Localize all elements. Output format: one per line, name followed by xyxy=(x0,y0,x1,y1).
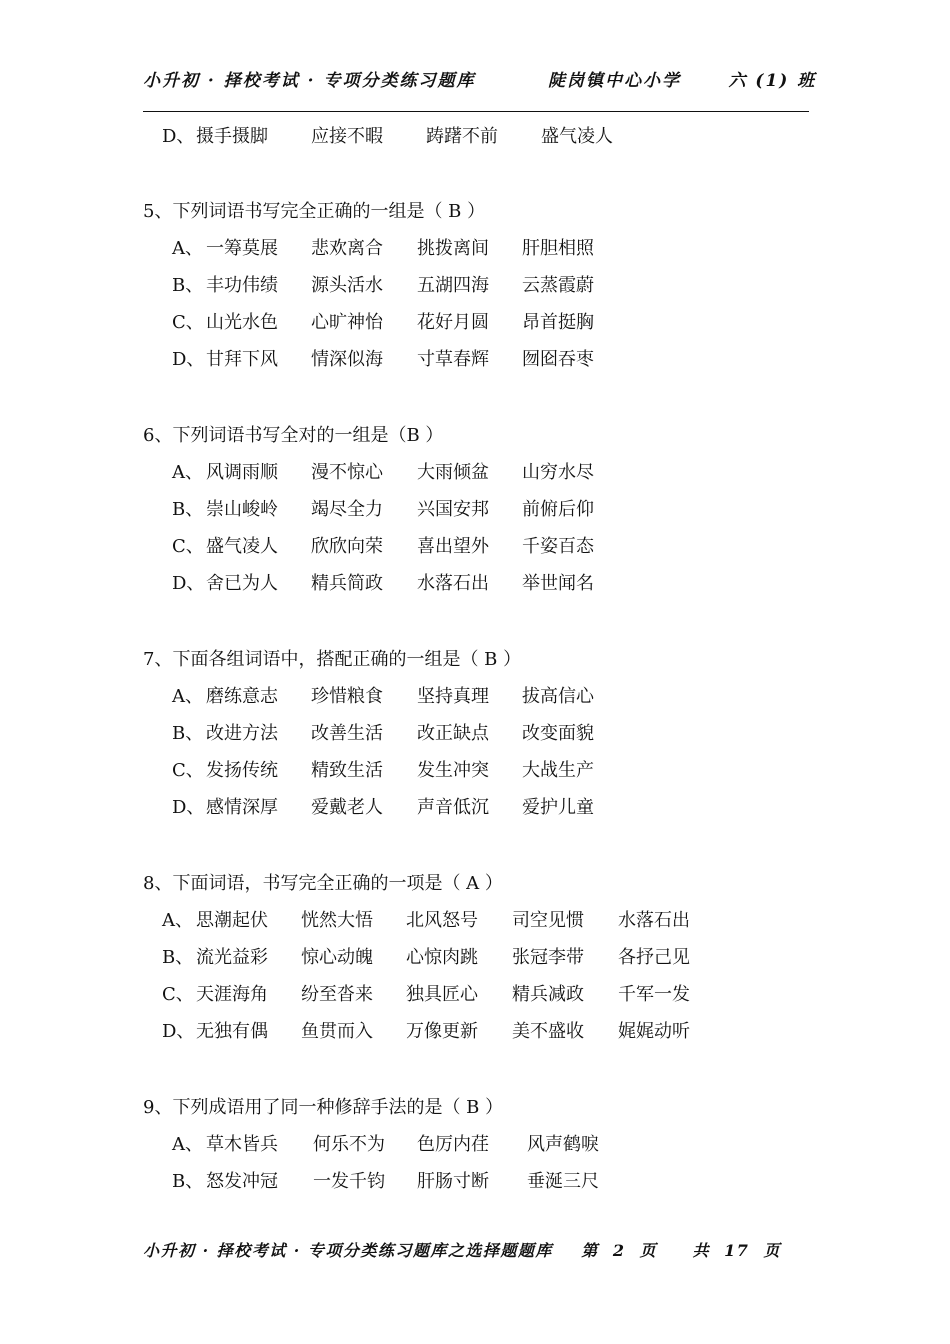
option-row-word: 水落石出 xyxy=(618,910,690,931)
carry-over-option-word: 盛气凌人 xyxy=(541,126,613,147)
option-row-label: A、 xyxy=(162,910,193,931)
option-row-word: 珍惜粮食 xyxy=(311,686,383,707)
option-row-word: 丰功伟绩 xyxy=(206,275,278,296)
option-row-word: 思潮起伏 xyxy=(196,910,268,931)
option-row-label: C、 xyxy=(162,984,194,1005)
option-row-word: 肝胆相照 xyxy=(522,238,594,259)
option-row-word: 千姿百态 xyxy=(522,536,594,557)
option-row-word: 精致生活 xyxy=(311,760,383,781)
option-row-word: 大战生产 xyxy=(522,760,594,781)
option-row-label: A、 xyxy=(172,686,203,707)
option-row-label: B、 xyxy=(172,499,204,520)
option-row-word: 风调雨顺 xyxy=(206,462,278,483)
option-row-word: 一筹莫展 xyxy=(206,238,278,259)
option-row-word: 改善生活 xyxy=(311,723,383,744)
option-row-word: 张冠李带 xyxy=(512,947,584,968)
option-row-label: D、 xyxy=(162,1021,195,1042)
option-row-word: 色厉内荏 xyxy=(417,1134,489,1155)
option-row-word: 崇山峻岭 xyxy=(206,499,278,520)
footer-title: 小升初 · 择校考试 · 专项分类练习题库之选择题题库 xyxy=(143,1241,553,1260)
page-footer xyxy=(143,1238,781,1261)
option-row-label: D、 xyxy=(172,349,205,370)
option-row-word: 鱼贯而入 xyxy=(301,1021,373,1042)
option-row-word: 水落石出 xyxy=(417,573,489,594)
option-row-word: 前俯后仰 xyxy=(522,499,594,520)
option-row-word: 纷至沓来 xyxy=(301,984,373,1005)
option-row-word: 独具匠心 xyxy=(406,984,478,1005)
option-row-word: 挑拨离间 xyxy=(417,238,489,259)
question-stem: 5、下列词语书写完全正确的一组是（ B ） xyxy=(143,201,486,222)
question-stem: 9、下列成语用了同一种修辞手法的是（ B ） xyxy=(143,1097,504,1118)
option-row-word: 肝肠寸断 xyxy=(417,1171,489,1192)
option-row-word: 大雨倾盆 xyxy=(417,462,489,483)
option-row-word: 坚持真理 xyxy=(417,686,489,707)
option-row-word: 甘拜下风 xyxy=(206,349,278,370)
option-row-label: C、 xyxy=(172,312,204,333)
option-row-label: B、 xyxy=(162,947,194,968)
option-row-word: 无独有偶 xyxy=(196,1021,268,1042)
option-row-label: B、 xyxy=(172,275,204,296)
option-row-word: 云蒸霞蔚 xyxy=(522,275,594,296)
option-row-label: A、 xyxy=(172,238,203,259)
option-row-word: 盛气凌人 xyxy=(206,536,278,557)
option-row-word: 千军一发 xyxy=(618,984,690,1005)
option-row-word: 爱戴老人 xyxy=(311,797,383,818)
footer-total-pages: 共 17 页 xyxy=(692,1241,782,1260)
option-row-word: 漫不惊心 xyxy=(311,462,383,483)
option-row-word: 竭尽全力 xyxy=(311,499,383,520)
option-row-word: 舍已为人 xyxy=(206,573,278,594)
option-row-word: 天涯海角 xyxy=(196,984,268,1005)
option-row-word: 万像更新 xyxy=(406,1021,478,1042)
option-row-word: 流光益彩 xyxy=(196,947,268,968)
option-row-word: 北风怒号 xyxy=(406,910,478,931)
option-row-label: D、 xyxy=(172,797,205,818)
option-row-label: C、 xyxy=(172,536,204,557)
option-row-word: 恍然大悟 xyxy=(301,910,373,931)
header-school-class: 陡岗镇中心小学 六 (1) 班 xyxy=(548,71,817,91)
option-row-word: 五湖四海 xyxy=(417,275,489,296)
option-row-word: 草木皆兵 xyxy=(206,1134,278,1155)
option-row-word: 欣欣向荣 xyxy=(311,536,383,557)
option-row-label: A、 xyxy=(172,462,203,483)
header-title: 小升初 · 择校考试 · 专项分类练习题库 xyxy=(143,71,476,91)
footer-page-number: 第 2 页 xyxy=(581,1241,658,1260)
option-row-word: 发扬传统 xyxy=(206,760,278,781)
option-row-word: 心惊肉跳 xyxy=(406,947,478,968)
option-row-word: 美不盛收 xyxy=(512,1021,584,1042)
option-row-word: 惊心动魄 xyxy=(301,947,373,968)
option-row-word: 何乐不为 xyxy=(313,1134,385,1155)
option-row-word: 喜出望外 xyxy=(417,536,489,557)
option-row-word: 寸草春辉 xyxy=(417,349,489,370)
option-row-word: 情深似海 xyxy=(311,349,383,370)
option-row-word: 各抒己见 xyxy=(618,947,690,968)
option-row-word: 垂涎三尺 xyxy=(527,1171,599,1192)
carry-over-option-word: 应接不暇 xyxy=(311,126,383,147)
option-row-word: 悲欢离合 xyxy=(311,238,383,259)
carry-over-option-word: 摄手摄脚 xyxy=(196,126,268,147)
question-stem: 6、下列词语书写全对的一组是（B ） xyxy=(143,425,444,446)
option-row-word: 精兵减政 xyxy=(512,984,584,1005)
option-row-word: 风声鹤唳 xyxy=(527,1134,599,1155)
option-row-word: 感情深厚 xyxy=(206,797,278,818)
question-stem: 8、下面词语，书写完全正确的一项是（ A ） xyxy=(143,873,503,894)
option-row-word: 精兵简政 xyxy=(311,573,383,594)
carry-over-option-word: 踌躇不前 xyxy=(426,126,498,147)
carry-over-option-label: D、 xyxy=(162,126,195,147)
option-row-label: A、 xyxy=(172,1134,203,1155)
option-row-word: 爱护儿童 xyxy=(522,797,594,818)
header-rule xyxy=(143,111,809,112)
option-row-word: 改进方法 xyxy=(206,723,278,744)
option-row-word: 山光水色 xyxy=(206,312,278,333)
option-row-word: 囫囵吞枣 xyxy=(522,349,594,370)
option-row-word: 拔高信心 xyxy=(522,686,594,707)
option-row-word: 发生冲突 xyxy=(417,760,489,781)
option-row-label: C、 xyxy=(172,760,204,781)
page-header xyxy=(143,66,817,92)
option-row-word: 山穷水尽 xyxy=(522,462,594,483)
option-row-word: 心旷神怡 xyxy=(311,312,383,333)
option-row-word: 昂首挺胸 xyxy=(522,312,594,333)
option-row-word: 源头活水 xyxy=(311,275,383,296)
option-row-word: 声音低沉 xyxy=(417,797,489,818)
option-row-word: 兴国安邦 xyxy=(417,499,489,520)
option-row-word: 改正缺点 xyxy=(417,723,489,744)
option-row-word: 怒发冲冠 xyxy=(206,1171,278,1192)
option-row-word: 花好月圆 xyxy=(417,312,489,333)
option-row-word: 司空见惯 xyxy=(512,910,584,931)
option-row-word: 改变面貌 xyxy=(522,723,594,744)
option-row-word: 一发千钧 xyxy=(313,1171,385,1192)
option-row-label: B、 xyxy=(172,1171,204,1192)
option-row-label: B、 xyxy=(172,723,204,744)
option-row-word: 娓娓动听 xyxy=(618,1021,690,1042)
option-row-label: D、 xyxy=(172,573,205,594)
option-row-word: 磨练意志 xyxy=(206,686,278,707)
question-stem: 7、下面各组词语中，搭配正确的一组是（ B ） xyxy=(143,649,522,670)
option-row-word: 举世闻名 xyxy=(522,573,594,594)
